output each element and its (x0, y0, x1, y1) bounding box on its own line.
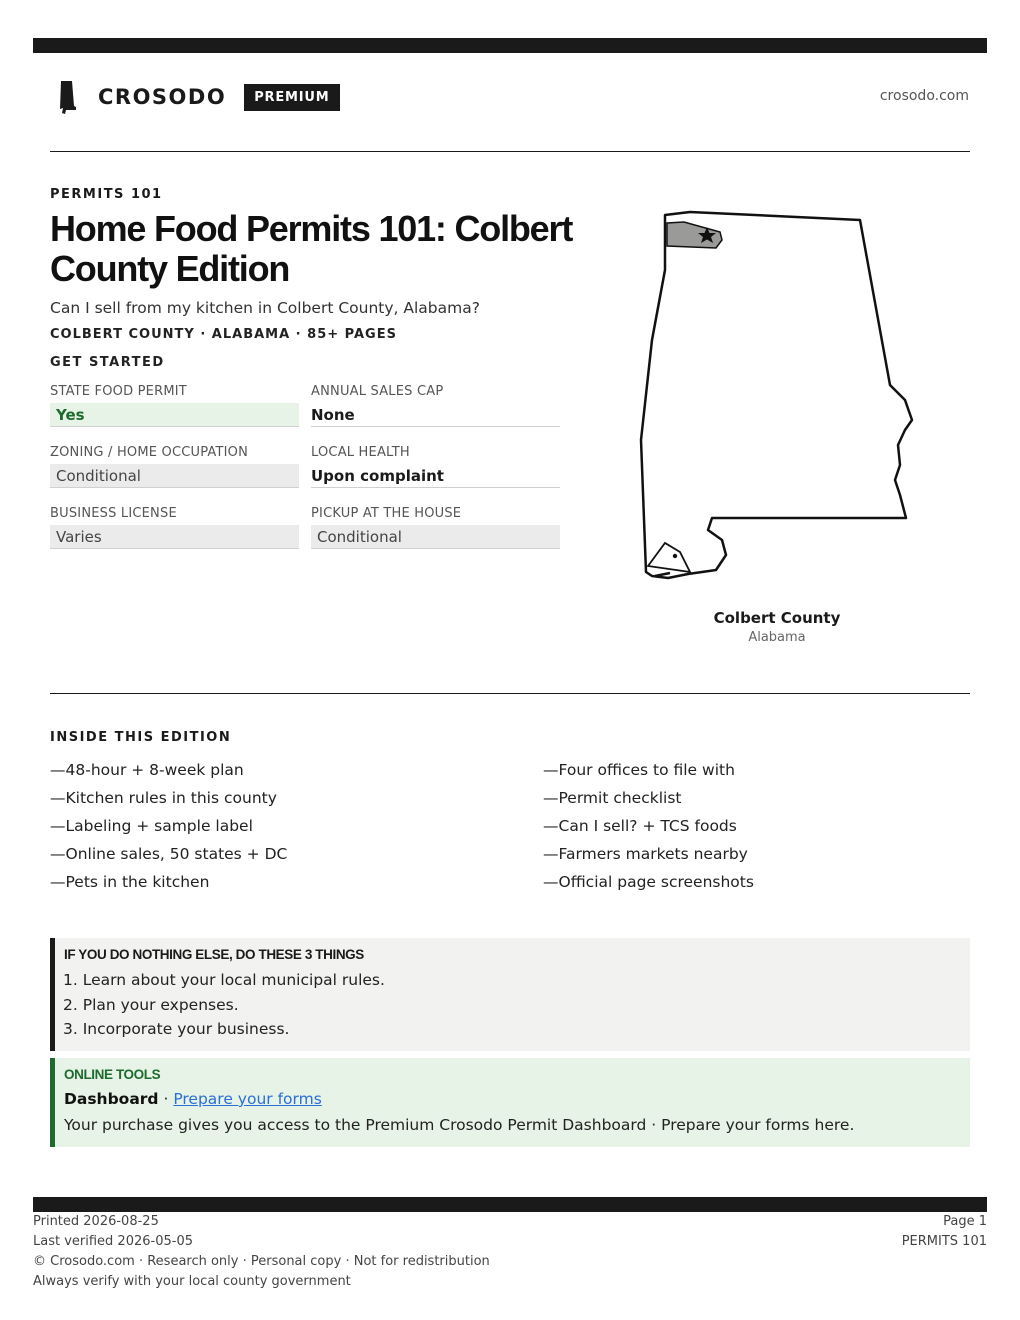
verify-note: Always verify with your local county government (33, 1274, 351, 1289)
site-url[interactable]: crosodo.com (879, 88, 969, 104)
dashboard-label: Dashboard (64, 1090, 159, 1108)
list-item: —Kitchen rules in this county (50, 789, 277, 807)
fact-value: Conditional (311, 525, 560, 549)
fact-value: Varies (50, 525, 299, 549)
list-item: —Official page screenshots (543, 873, 754, 891)
separator: · (158, 1090, 174, 1108)
inside-list-left (50, 756, 287, 896)
top-bar (33, 38, 987, 53)
callout-heading: IF YOU DO NOTHING ELSE, DO THESE 3 THINGS (64, 947, 364, 962)
list-item: —Pets in the kitchen (50, 873, 210, 891)
premium-badge: PREMIUM (244, 84, 339, 111)
meta-line: COLBERT COUNTY · ALABAMA · 85+ PAGES (50, 327, 397, 342)
page-title: Home Food Permits 101: Colbert County Edition (50, 208, 573, 289)
list-item: —Permit checklist (543, 789, 682, 807)
inside-edition-label: INSIDE THIS EDITION (50, 730, 232, 745)
list-item: 1. Learn about your local municipal rules. (63, 971, 385, 989)
page-number: Page 1 (943, 1214, 987, 1229)
list-item: —Can I sell? + TCS foods (543, 817, 737, 835)
fact-business-license (50, 505, 299, 566)
prepare-forms-link[interactable]: Prepare your forms (173, 1090, 322, 1108)
fact-value: None (311, 403, 560, 427)
fact-zoning (50, 444, 299, 505)
fact-label: BUSINESS LICENSE (50, 506, 177, 521)
state-outline (641, 212, 912, 578)
fact-value: Yes (50, 403, 299, 427)
brand-name[interactable]: CROSODO (98, 85, 227, 109)
inside-list-right (543, 756, 754, 896)
eyebrow: PERMITS 101 (50, 187, 163, 202)
online-tools-callout (50, 1058, 970, 1147)
dashboard-line (64, 1090, 322, 1108)
page-subtitle: Can I sell from my kitchen in Colbert County, Alabama? (50, 299, 480, 317)
fact-value: Upon complaint (311, 464, 560, 488)
fact-label: PICKUP AT THE HOUSE (311, 506, 462, 521)
footer-left (33, 1212, 490, 1292)
fact-pickup (311, 505, 560, 566)
alabama-logo-icon (58, 80, 82, 114)
fact-state-food-permit (50, 383, 299, 444)
footer-section: PERMITS 101 (901, 1234, 987, 1249)
list-item: 3. Incorporate your business. (63, 1020, 290, 1038)
callout-heading: ONLINE TOOLS (64, 1067, 161, 1082)
three-things-callout (50, 938, 970, 1051)
header (58, 80, 340, 114)
list-item: —Online sales, 50 states + DC (50, 845, 288, 863)
fact-label: STATE FOOD PERMIT (50, 384, 187, 399)
mobile-bay (648, 543, 690, 572)
fact-label: ZONING / HOME OCCUPATION (50, 445, 249, 460)
footer-right (902, 1212, 987, 1252)
fact-label: LOCAL HEALTH (311, 445, 410, 460)
bottom-bar (33, 1197, 987, 1212)
fact-annual-sales-cap (311, 383, 560, 444)
list-item: 2. Plan your expenses. (63, 995, 239, 1014)
fact-label: ANNUAL SALES CAP (311, 384, 444, 399)
county-shape (667, 222, 722, 248)
list-item: —Four offices to file with (543, 761, 735, 779)
map-state-name: Alabama (748, 630, 806, 645)
list-item: —Labeling + sample label (50, 817, 253, 835)
copyright: © Crosodo.com · Research only · Personal copy · Not for redistribution (33, 1254, 490, 1269)
verified-date: Last verified 2026-05-05 (33, 1234, 193, 1249)
list-item: —Farmers markets nearby (543, 845, 748, 863)
get-started-label: GET STARTED (50, 355, 165, 370)
header-divider (50, 151, 970, 152)
three-things-list (63, 968, 385, 1042)
list-item: —48-hour + 8-week plan (50, 761, 244, 779)
fact-local-health (311, 444, 560, 505)
fact-value: Conditional (50, 464, 299, 488)
facts-grid (50, 383, 560, 566)
section-divider (50, 693, 970, 694)
tools-description: Your purchase gives you access to the Premium Crosodo Permit Dashboard · Prepare your forms here. (64, 1116, 855, 1134)
map-county-name: Colbert County (713, 609, 841, 627)
alabama-map (630, 205, 930, 590)
printed-date: Printed 2026-08-25 (33, 1214, 159, 1229)
